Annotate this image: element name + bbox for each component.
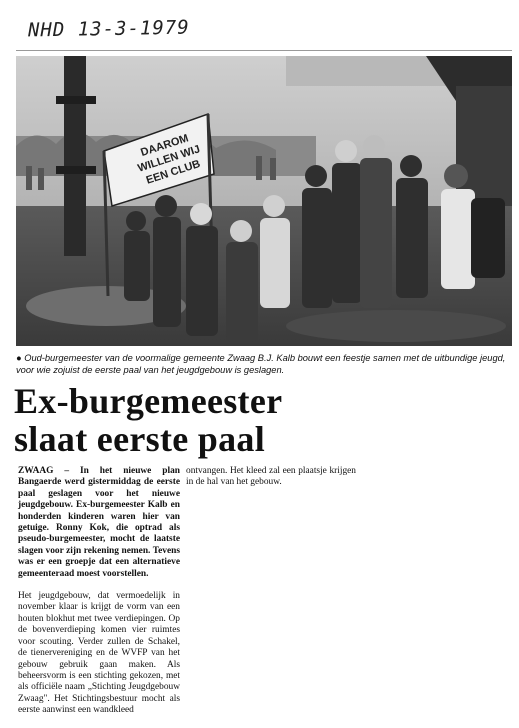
article-continuation: ontvangen. Het kleed zal een plaatsje krijgen in de hal van het gebouw.: [186, 466, 356, 488]
banner-text: DAAROM WILLEN WIJ EEN CLUB: [136, 132, 202, 187]
article-headline: [14, 382, 504, 458]
handwritten-date-note: NHD 13-3-1979: [27, 16, 190, 42]
caption-bullet-icon: ●: [16, 353, 22, 363]
article-column-1: [18, 466, 180, 728]
news-photo: [16, 56, 512, 346]
article-body: Het jeugdgebouw, dat vermoedelijk in november klaar is krijgt de vorm van een houten blokhut met twee verdiepingen. Op de bovenverdieping komen vier ruimtes voor scouting. Verder zullen de Schakel, de tienervereniging en de WVFP van het gebouw gebruik gaan maken. Als beheersvorm is een stichting gekozen, met als officiële naam „Stichting Jeugdgebouw Zwaag". Het Stichtingsbestuur mocht als eerste aanwinst een wandkleed: [18, 591, 180, 716]
article-lead: ZWAAG – In het nieuwe plan Bangaerde werd gistermiddag de eerste paal geslagen voor het nieuwe jeugdgebouw. Ex-burgemeester Kalb en honderden kinderen waren hier van getuige. Ronny Kok, die optrad als pseudo-burgemeester, mocht de laatste slagen voor zijn rekening nemen. Tevens was er een groepje dat een alternatieve gemeenteraad moest voorstellen.: [18, 466, 180, 579]
caption-text: Oud-burgemeester van de voormalige gemeente Zwaag B.J. Kalb bouwt een feestje samen met de uitbundige jeugd, voor wie zojuist de eerste paal van het jeugdgebouw is geslagen.: [16, 353, 506, 375]
headline-line-2: slaat eerste paal: [14, 419, 266, 459]
top-rule: [16, 50, 512, 51]
photo-illustration: [16, 56, 512, 346]
headline-line-1: Ex-burgemeester: [14, 381, 283, 421]
article-column-2: [186, 466, 356, 500]
photo-caption: [16, 352, 510, 376]
